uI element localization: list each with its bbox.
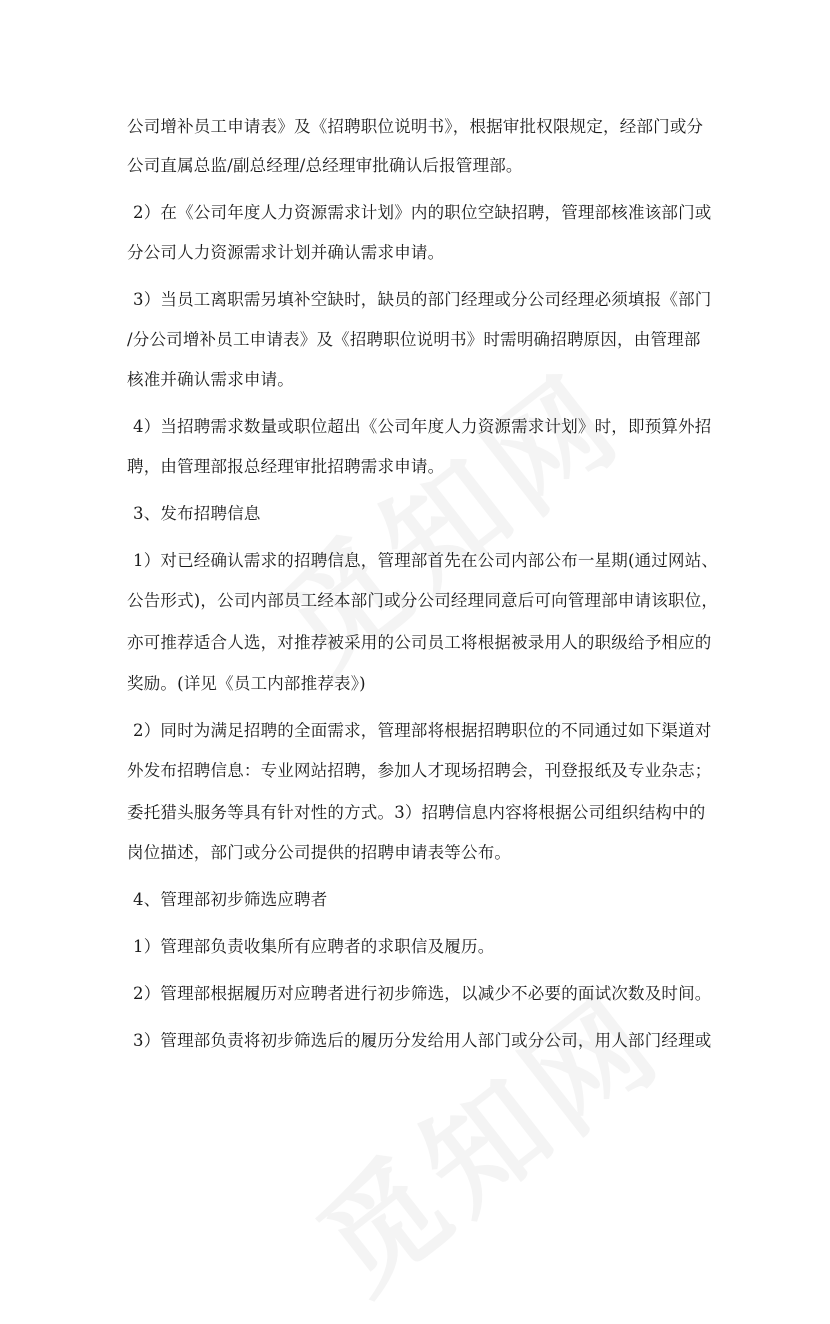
text-line: 2）同时为满足招聘的全面需求，管理部将根据招聘职位的不同通过如下渠道对 [133, 721, 712, 740]
text-line: 3）管理部负责将初步筛选后的履历分发给用人部门或分公司，用人部门经理或 [133, 1031, 712, 1050]
text-line: 2）管理部根据履历对应聘者进行初步筛选，以减少不必要的面试次数及时间。 [133, 984, 712, 1003]
text-line: 分公司人力资源需求计划并确认需求申请。 [127, 243, 445, 262]
text-line: 公司直属总监/副总经理/总经理审批确认后报管理部。 [127, 156, 523, 175]
text-line: 2）在《公司年度人力资源需求计划》内的职位空缺招聘，管理部核准该部门或 [133, 203, 712, 222]
text-line: 岗位描述，部门或分公司提供的招聘申请表等公布。 [127, 843, 512, 862]
text-line: 1）管理部负责收集所有应聘者的求职信及履历。 [133, 937, 495, 956]
text-line: 核准并确认需求申请。 [127, 370, 294, 389]
text-line: 委托猎头服务等具有针对性的方式。3）招聘信息内容将根据公司组织结构中的 [127, 803, 706, 822]
text-line: 公司增补员工申请表》及《招聘职位说明书》，根据审批权限规定，经部门或分 [127, 117, 704, 136]
text-line: /分公司增补员工申请表》及《招聘职位说明书》时需明确招聘原因，由管理部 [127, 330, 701, 349]
text-line: 4）当招聘需求数量或职位超出《公司年度人力资源需求计划》时，即预算外招 [133, 417, 712, 436]
text-line: 公告形式)，公司内部员工经本部门或分公司经理同意后可向管理部申请该职位， [127, 591, 719, 610]
text-line: 亦可推荐适合人选，对推荐被采用的公司员工将根据被录用人的职级给予相应的 [127, 633, 712, 652]
text-line: 聘，由管理部报总经理审批招聘需求申请。 [127, 457, 445, 476]
text-line: 外发布招聘信息：专业网站招聘，参加人才现场招聘会，刊登报纸及专业杂志； [127, 761, 712, 780]
text-line: 3）当员工离职需另填补空缺时，缺员的部门经理或分公司经理必须填报《部门 [133, 290, 712, 309]
text-line: 1）对已经确认需求的招聘信息，管理部首先在公司内部公布一星期(通过网站、 [133, 551, 719, 570]
text-line: 奖励。(详见《员工内部推荐表》) [127, 674, 366, 693]
section-heading: 3、发布招聘信息 [133, 504, 261, 523]
section-heading: 4、管理部初步筛选应聘者 [133, 890, 328, 909]
